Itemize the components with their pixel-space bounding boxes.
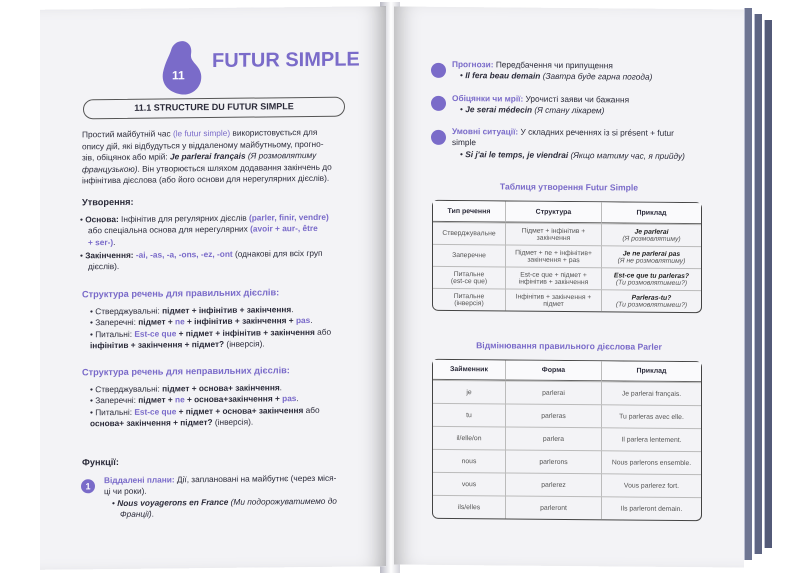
table-cell: je: [433, 380, 505, 404]
table-cell: Est-ce que tu parleras? (Ти розмовлятимеш?): [601, 267, 701, 290]
table-cell: Питальне (інверсія): [433, 288, 505, 311]
table-row: [433, 266, 701, 290]
bullet-dot-icon: [431, 130, 446, 145]
table-cell: parleront: [505, 495, 601, 519]
table-header: Форма: [505, 360, 601, 381]
formation-base: • Основа: Інфінітив для регулярних дієслів (parler, finir, vendre) або спеціальна основа для нерегулярних (avoir + aur-, être + ser-).: [80, 211, 329, 248]
formation-table-title: Таблиця утворення Futur Simple: [499, 181, 639, 193]
irregular-structure-heading: Структура речень для неправильних дієслів:: [82, 365, 290, 378]
function-remote-plans: Віддалені плани: Дії, заплановані на майбутнє (через міся- ці чи роки). • Nous voyagerons en France (Ми подорожуватимемо до Франції).: [104, 472, 337, 520]
table-cell: Parleras-tu? (Ти розмовлятимеш?): [601, 289, 701, 312]
page-stack-edge: [744, 8, 752, 560]
table-cell: Заперечне: [433, 244, 505, 267]
table-cell: Vous parlerez fort.: [601, 473, 701, 497]
page-stack-edge: [754, 14, 762, 554]
functions-heading: Функції:: [82, 456, 119, 468]
table-cell: Питальне (est-ce que): [433, 266, 505, 289]
table-cell: ils/elles: [433, 495, 505, 519]
table-cell: parlerez: [505, 472, 601, 496]
intro-paragraph: Простий майбутній час (le futur simple) використовується для опису дій, які відбудуться у віддаленому майбутньому, прогно- зів, обіцянок або мрій: Je parlerai français (Я розмовлятиму французькою). Він утворюється шляхом додавання закінчень до інфінітива дієслова (або його основи для нерегулярних дієслів).: [82, 126, 332, 186]
table-row: [433, 222, 701, 246]
bullet-dot-icon: [431, 63, 446, 78]
table-cell: parlerons: [505, 449, 601, 473]
regular-structure-list: • Стверджувальні: підмет + інфінітив + закінчення. • Заперечні: підмет + ne + інфінітив + закінчення + pas. • Питальні: Est-ce que + підмет + інфінітив + закінчення або інфінітив + закінчення + підмет? (інверсія).: [90, 304, 332, 351]
table-cell: Je parlerai (Я розмовлятиму): [601, 223, 701, 246]
bullet-dot-icon: [431, 96, 446, 111]
table-header: Приклад: [601, 361, 701, 382]
table-cell: Підмет + ne + інфінітив+ закінчення + pas: [505, 244, 601, 267]
table-cell: Est-ce que + підмет + інфінітив + закінчення: [505, 266, 601, 289]
function-number-badge: 1: [81, 479, 95, 493]
function-promises: Обіцянки чи мрії: Урочисті заяви чи бажання • Je serai médecin (Я стану лікарем): [452, 92, 630, 116]
table-cell: Стверджувальне: [433, 222, 505, 245]
table-row: [433, 449, 701, 474]
conjugation-table: [432, 359, 702, 521]
formation-heading: Утворення:: [82, 196, 134, 208]
table-row: [433, 403, 701, 428]
table-cell: vous: [433, 472, 505, 496]
chapter-number: 11: [172, 68, 185, 83]
table-header: Займенник: [433, 360, 505, 381]
section-title: 11.1 STRUCTURE DU FUTUR SIMPLE: [83, 97, 345, 120]
function-conditional: Умовні ситуації: У складних реченнях із si présent + futur simple • Si j'ai le temps, je viendrai (Якщо матиму час, я прийду): [452, 125, 685, 161]
table-row: [433, 495, 701, 520]
table-cell: Je ne parlerai pas (Я не розмовлятиму): [601, 245, 701, 268]
table-cell: Ils parleront demain.: [601, 496, 701, 520]
table-row: [433, 472, 701, 497]
table-row: [433, 288, 701, 312]
right-page: [394, 6, 744, 567]
table-row: [433, 380, 701, 405]
table-header: Тип речення: [433, 201, 505, 223]
left-page: [40, 6, 386, 570]
table-cell: Il parlera lentement.: [601, 427, 701, 451]
function-forecasts: Прогнози: Передбачення чи припущення • Il fera beau demain (Завтра буде гарна погода): [452, 58, 653, 83]
table-cell: Підмет + інфінітив + закінчення: [505, 222, 601, 245]
table-cell: parlerai: [505, 380, 601, 404]
conjugation-table-title: Відмінювання правильного дієслова Parler: [476, 340, 662, 352]
table-cell: parlera: [505, 426, 601, 450]
page-stack-edge: [764, 20, 772, 548]
table-header: Приклад: [601, 202, 701, 224]
table-cell: parleras: [505, 403, 601, 427]
table-cell: Nous parlerons ensemble.: [601, 450, 701, 474]
table-cell: Інфінітив + закінчення + підмет: [505, 288, 601, 311]
table-cell: Je parlerai français.: [601, 381, 701, 405]
table-cell: Tu parleras avec elle.: [601, 404, 701, 428]
chapter-title: FUTUR SIMPLE: [212, 48, 360, 73]
regular-structure-heading: Структура речень для правильних дієслів:: [82, 287, 280, 300]
formation-table: [432, 200, 702, 313]
table-cell: tu: [433, 403, 505, 427]
table-cell: nous: [433, 449, 505, 473]
irregular-structure-list: • Стверджувальні: підмет + основа+ закінчення. • Заперечні: підмет + ne + основа+закінчення + pas. • Питальні: Est-ce que + підмет + основа+ закінчення або основа+ закінчення + підмет? (інверсія).: [90, 382, 320, 429]
table-header: Структура: [505, 201, 601, 223]
table-row: [433, 426, 701, 451]
formation-endings: • Закінчення: -ai, -as, -a, -ons, -ez, -ont (однакові для всіх груп дієслів).: [80, 247, 323, 272]
table-row: [433, 244, 701, 268]
table-cell: il/elle/on: [433, 426, 505, 450]
